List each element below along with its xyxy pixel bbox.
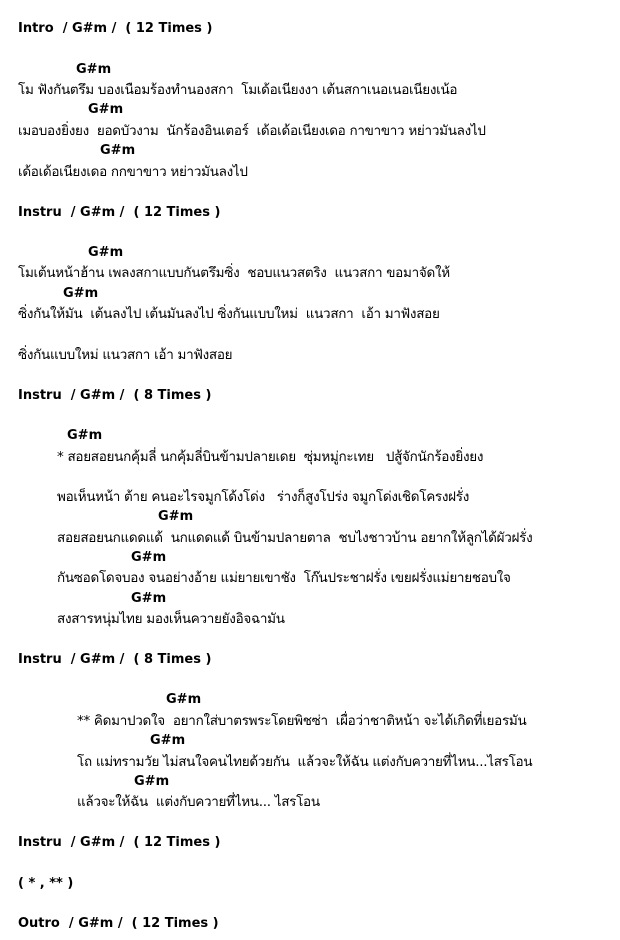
lyric-line: ซิ่งกันให้มัน เต้นลงไป เต้นมันลงไป ซิ่งกันแบบใหม่ แนวสกา เอ้า มาฟังสอย bbox=[18, 306, 440, 322]
lyric-line: สอยสอยนกแดดแด้ นกแดดแด้ บินข้ามปลายตาล ชบไงชาวบ้าน อยากให้ลูกได้ผัวฝรั่ง bbox=[57, 530, 533, 546]
outro-header: Outro / G#m / ( 12 Times ) bbox=[18, 916, 219, 931]
chord-label: G#m bbox=[88, 245, 124, 260]
lyric-line: สงสารหนุ่มไทย มองเห็นควายยังอิจฉามัน bbox=[57, 611, 285, 627]
chord-label: G#m bbox=[131, 591, 167, 606]
lyric-line: เมอบองยิ่งยง ยอดบัวงาม นักร้องอินเตอร์ เด้อเด้อเนียงเดอ กาขาขาว หย่าวมันลงไป bbox=[18, 123, 486, 139]
lyric-line: โม ฟังกันตรึม บองเนือมร้องทำนองสกา โมเด้อเนียงงา เต้นสกาเนอเนอเนียงเน้อ bbox=[18, 82, 458, 98]
lyric-line: กันซอดโดจบอง จนอย่างอ้าย แม่ยายเขาชัง โก๊นประชาฝรั่ง เขยฝรั่งแม่ยายชอบใจ bbox=[57, 570, 511, 586]
chord-label: G#m bbox=[88, 102, 124, 117]
instru-header: Instru / G#m / ( 8 Times ) bbox=[18, 388, 212, 403]
chord-label: G#m bbox=[100, 143, 136, 158]
chord-label: G#m bbox=[76, 62, 112, 77]
instru-header: Instru / G#m / ( 12 Times ) bbox=[18, 205, 221, 220]
chord-label: G#m bbox=[134, 774, 170, 789]
repeat-marker: ( * , ** ) bbox=[18, 876, 74, 891]
lyric-line: เด้อเด้อเนียงเดอ กกขาขาว หย่าวมันลงไป bbox=[18, 164, 248, 180]
chord-label: G#m bbox=[131, 550, 167, 565]
chord-label: G#m bbox=[67, 428, 103, 443]
lyric-line: * สอยสอยนกคุ้มลี่ นกคุ้มลี่บินข้ามปลายเดย ซุ่มหมู่กะเทย ปสู้จักนักร้องยิ่งยง bbox=[57, 449, 484, 465]
lyric-line: ซิ่งกันแบบใหม่ แนวสกา เอ้า มาฟังสอย bbox=[18, 347, 233, 363]
lyric-line: โถ แม่ทรามวัย ไม่สนใจคนไทยด้วยกัน แล้วจะให้ฉัน แต่งกับควายที่ไหน...ไสรโอน bbox=[77, 754, 533, 770]
instru-header: Instru / G#m / ( 12 Times ) bbox=[18, 835, 221, 850]
intro-header: Intro / G#m / ( 12 Times ) bbox=[18, 21, 213, 36]
lyric-line: แล้วจะให้ฉัน แต่งกับควายที่ไหน... ไสรโอน bbox=[77, 794, 320, 810]
lyric-line: ** คิดมาปวดใจ อยากใส่บาตรพระโดยพิชซ่า เผื่อว่าชาติหน้า จะได้เกิดที่เยอรมัน bbox=[77, 713, 527, 729]
chord-label: G#m bbox=[158, 509, 194, 524]
lyric-line: พอเห็นหน้า ต้าย คนอะไรจมูกโด้งโด่ง ร่างก็สูงโปร่ง จมูกโด่งเชิดโครงฝรั่ง bbox=[57, 489, 470, 505]
chord-label: G#m bbox=[63, 286, 99, 301]
instru-header: Instru / G#m / ( 8 Times ) bbox=[18, 652, 212, 667]
chord-label: G#m bbox=[166, 692, 202, 707]
chord-label: G#m bbox=[150, 733, 186, 748]
lyric-line: โมเต้นหน้าฮ้าน เพลงสกาแบบกันตรึมซิ่ง ชอบแนวสตริง แนวสกา ขอมาจัดให้ bbox=[18, 265, 450, 281]
